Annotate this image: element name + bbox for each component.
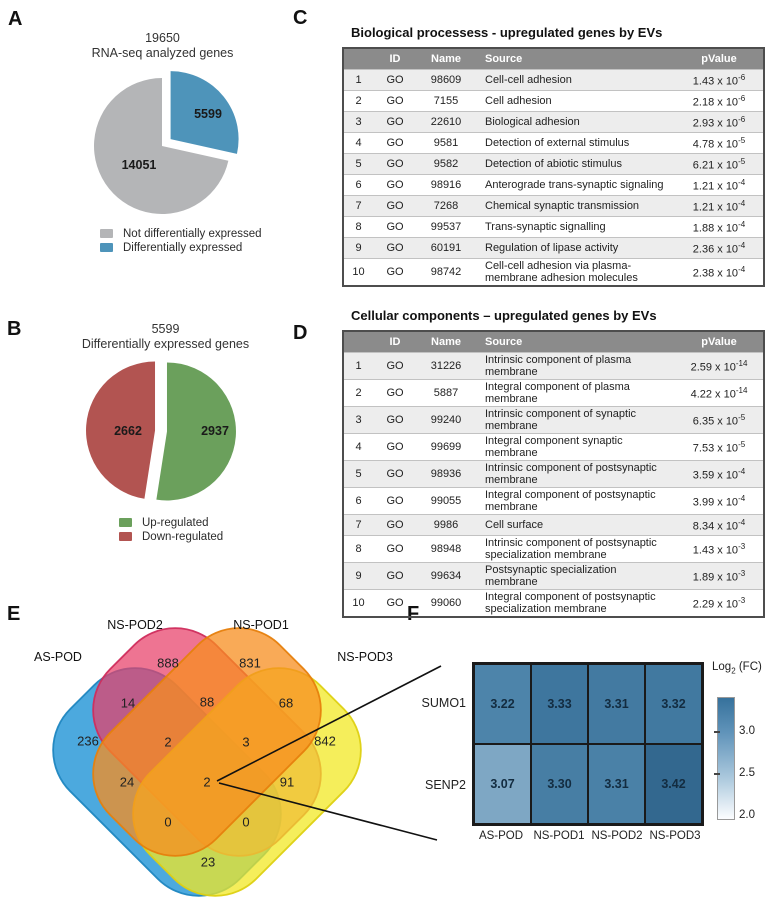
pie-charts-layer bbox=[0, 0, 320, 600]
table-cell: 4 bbox=[343, 434, 373, 461]
pvalue-cell: 4.78 x $10^{-5}$ bbox=[675, 133, 764, 154]
table-row bbox=[343, 133, 764, 154]
table-row bbox=[343, 91, 764, 112]
table-cell: 60191 bbox=[417, 238, 475, 259]
table-cell: GO bbox=[373, 407, 417, 434]
table-cell: 5 bbox=[343, 154, 373, 175]
table-cell: Detection of abiotic stimulus bbox=[475, 154, 675, 175]
table-cell: 99699 bbox=[417, 434, 475, 461]
table-cell: Cell surface bbox=[475, 515, 675, 536]
table-cell: 7268 bbox=[417, 196, 475, 217]
table-cell: Cell adhesion bbox=[475, 91, 675, 112]
table-cell: 1 bbox=[343, 353, 373, 380]
table-cell: GO bbox=[373, 434, 417, 461]
table-row bbox=[343, 563, 764, 590]
table-row bbox=[343, 461, 764, 488]
table-row bbox=[343, 434, 764, 461]
table-cell: Trans-synaptic signalling bbox=[475, 217, 675, 238]
pvalue-cell: 2.29 x $10^{-3}$ bbox=[675, 590, 764, 618]
venn-region-count: 91 bbox=[279, 774, 295, 790]
table-cell: 7155 bbox=[417, 91, 475, 112]
table-row bbox=[343, 407, 764, 434]
table-cell: 98742 bbox=[417, 259, 475, 287]
panel-label-d: D bbox=[293, 322, 308, 344]
table-row bbox=[343, 380, 764, 407]
table-cell: GO bbox=[373, 515, 417, 536]
colorbar-tick-label: 3.0 bbox=[739, 725, 755, 737]
table-cell: 98936 bbox=[417, 461, 475, 488]
panel-label-f: F bbox=[407, 603, 420, 625]
table-cell: GO bbox=[373, 563, 417, 590]
pie-value-label: 5599 bbox=[194, 107, 222, 121]
legend-swatch bbox=[119, 518, 132, 527]
table-cell: Detection of external stimulus bbox=[475, 133, 675, 154]
table-row bbox=[343, 217, 764, 238]
pie-a-legend bbox=[100, 227, 262, 255]
column-header: ID bbox=[373, 48, 417, 70]
table-cell: 8 bbox=[343, 217, 373, 238]
table-cell: Cell-cell adhesion via plasma-membrane adhesion molecules bbox=[475, 259, 675, 287]
table-row bbox=[343, 488, 764, 515]
table-cell: 4 bbox=[343, 133, 373, 154]
pie-a-title-line1: 19650 bbox=[145, 31, 180, 45]
table-cell: GO bbox=[373, 536, 417, 563]
pvalue-cell: 8.34 x $10^{-4}$ bbox=[675, 515, 764, 536]
table-cell: Intrinsic component of postsynaptic specialization membrane bbox=[475, 536, 675, 563]
column-header: ID bbox=[373, 331, 417, 353]
legend-label: Up-regulated bbox=[142, 516, 209, 529]
panel-label-a: A bbox=[8, 8, 23, 30]
table-cell: 5887 bbox=[417, 380, 475, 407]
column-header: Source bbox=[475, 48, 675, 70]
heatmap-colorbar bbox=[717, 697, 735, 820]
table-cell: GO bbox=[373, 175, 417, 196]
table-row bbox=[343, 238, 764, 259]
legend-row bbox=[100, 241, 262, 254]
table-row bbox=[343, 112, 764, 133]
legend-row bbox=[100, 227, 262, 240]
table-cell: GO bbox=[373, 238, 417, 259]
panel-label-b: B bbox=[7, 318, 22, 340]
pie-b-title-line2: Differentially expressed genes bbox=[81, 336, 250, 351]
table-cell: Biological adhesion bbox=[475, 112, 675, 133]
pvalue-cell: 2.59 x $10^{-14}$ bbox=[675, 353, 764, 380]
heatmap-cell-senp2-ns-pod3: 3.42 bbox=[645, 744, 702, 824]
table-cell: Cell-cell adhesion bbox=[475, 70, 675, 91]
pie-value-label: 2662 bbox=[114, 424, 142, 438]
venn-set-label: NS-POD3 bbox=[337, 650, 393, 664]
table-cell: GO bbox=[373, 196, 417, 217]
table-cell: 99055 bbox=[417, 488, 475, 515]
pie-b-title-line1: 5599 bbox=[151, 322, 180, 336]
table-cell: GO bbox=[373, 154, 417, 175]
venn-set-label: NS-POD2 bbox=[107, 618, 163, 632]
table-cell: GO bbox=[373, 380, 417, 407]
pie-slice-up-regulated bbox=[156, 362, 236, 500]
legend-swatch bbox=[100, 243, 113, 252]
table-cell: 6 bbox=[343, 175, 373, 196]
table-cell: GO bbox=[373, 91, 417, 112]
pvalue-cell: 2.93 x $10^{-6}$ bbox=[675, 112, 764, 133]
colorbar-tick-label: 2.0 bbox=[739, 809, 755, 821]
panel-label-e: E bbox=[7, 603, 21, 625]
table-cell: GO bbox=[373, 133, 417, 154]
table-cell: 98948 bbox=[417, 536, 475, 563]
go-table-biological-processes bbox=[342, 47, 765, 287]
table-cell: 9582 bbox=[417, 154, 475, 175]
pie-b-legend bbox=[119, 516, 223, 544]
heatmap-cell-senp2-ns-pod2: 3.31 bbox=[588, 744, 645, 824]
venn-region-count: 88 bbox=[199, 694, 215, 710]
table-cell: Integral component synaptic membrane bbox=[475, 434, 675, 461]
colorbar-tick-mark bbox=[714, 773, 720, 775]
table-cell: 6 bbox=[343, 488, 373, 515]
pvalue-cell: 1.43 x $10^{-6}$ bbox=[675, 70, 764, 91]
heatmap-col-label-ns-pod3: NS-POD3 bbox=[649, 830, 701, 842]
table-cell: Intrinsic component of plasma membrane bbox=[475, 353, 675, 380]
pvalue-cell: 7.53 x $10^{-5}$ bbox=[675, 434, 764, 461]
column-header: Source bbox=[475, 331, 675, 353]
table-row bbox=[343, 154, 764, 175]
table-cell: Integral component of postsynaptic specialization membrane bbox=[475, 590, 675, 618]
pvalue-cell: 6.35 x $10^{-5}$ bbox=[675, 407, 764, 434]
pvalue-cell: 1.89 x $10^{-3}$ bbox=[675, 563, 764, 590]
venn-region-count: 236 bbox=[77, 733, 99, 749]
venn-region-count: 888 bbox=[157, 655, 179, 671]
column-header: pValue bbox=[675, 331, 764, 353]
table-cell: 99060 bbox=[417, 590, 475, 618]
table-cell: 98916 bbox=[417, 175, 475, 196]
table-cell: 10 bbox=[343, 590, 373, 618]
heatmap-row-label-sumo1: SUMO1 bbox=[421, 696, 466, 710]
venn-region-count: 842 bbox=[314, 733, 336, 749]
pvalue-cell: 1.88 x $10^{-4}$ bbox=[675, 217, 764, 238]
table-cell: 1 bbox=[343, 70, 373, 91]
table-row bbox=[343, 515, 764, 536]
heatmap-row-label-senp2: SENP2 bbox=[425, 778, 466, 792]
pvalue-cell: 2.18 x $10^{-6}$ bbox=[675, 91, 764, 112]
legend-label: Down-regulated bbox=[142, 530, 224, 543]
colorbar-tick-mark bbox=[714, 731, 720, 733]
table-cell: Anterograde trans-synaptic signaling bbox=[475, 175, 675, 196]
venn-region-count: 14 bbox=[120, 695, 136, 711]
column-header: pValue bbox=[675, 48, 764, 70]
go-table-cellular-components bbox=[342, 330, 765, 618]
venn-region-count: 24 bbox=[119, 774, 135, 790]
table-cell: 99634 bbox=[417, 563, 475, 590]
legend-label: Not differentially expressed bbox=[123, 227, 262, 240]
table-cell: 9 bbox=[343, 563, 373, 590]
venn-region-count: 2 bbox=[164, 734, 172, 750]
table-cell: 9581 bbox=[417, 133, 475, 154]
table-d-title: Cellular components – upregulated genes by EVs bbox=[351, 308, 657, 323]
pie-slice-differentially-expressed bbox=[171, 71, 239, 154]
pvalue-cell: 1.21 x $10^{-4}$ bbox=[675, 175, 764, 196]
table-cell: 7 bbox=[343, 196, 373, 217]
table-cell: 98609 bbox=[417, 70, 475, 91]
column-header bbox=[343, 331, 373, 353]
heatmap-cell-senp2-ns-pod1: 3.30 bbox=[531, 744, 588, 824]
column-header: Name bbox=[417, 48, 475, 70]
table-cell: Intrinsic component of synaptic membrane bbox=[475, 407, 675, 434]
table-cell: GO bbox=[373, 461, 417, 488]
table-c-title: Biological processess - upregulated genes by EVs bbox=[351, 25, 663, 40]
legend-row bbox=[119, 516, 223, 529]
column-header bbox=[343, 48, 373, 70]
heatmap-col-label-ns-pod1: NS-POD1 bbox=[533, 830, 585, 842]
pvalue-cell: 2.38 x $10^{-4}$ bbox=[675, 259, 764, 287]
venn-set-ns-pod1 bbox=[69, 604, 345, 880]
heatmap-cell-sumo1-ns-pod1: 3.33 bbox=[531, 664, 588, 744]
table-row bbox=[343, 175, 764, 196]
table-cell: GO bbox=[373, 70, 417, 91]
table-cell: 99537 bbox=[417, 217, 475, 238]
table-cell: 9 bbox=[343, 238, 373, 259]
legend-swatch bbox=[100, 229, 113, 238]
pie-slice-down-regulated bbox=[86, 362, 155, 499]
table-row bbox=[343, 536, 764, 563]
pie-a-title-line2: RNA-seq analyzed genes bbox=[91, 45, 234, 60]
heatmap-col-label-ns-pod2: NS-POD2 bbox=[591, 830, 643, 842]
table-cell: GO bbox=[373, 217, 417, 238]
colorbar-label: Log$_2$ (FC) bbox=[712, 661, 762, 676]
table-cell: 99240 bbox=[417, 407, 475, 434]
legend-row bbox=[119, 530, 223, 543]
colorbar-tick-label: 2.5 bbox=[739, 767, 755, 779]
table-cell: 2 bbox=[343, 380, 373, 407]
table-row bbox=[343, 196, 764, 217]
table-cell: 9986 bbox=[417, 515, 475, 536]
table-cell: 2 bbox=[343, 91, 373, 112]
table-cell: GO bbox=[373, 488, 417, 515]
table-cell: Chemical synaptic transmission bbox=[475, 196, 675, 217]
table-cell: Integral component of plasma membrane bbox=[475, 380, 675, 407]
table-cell: 8 bbox=[343, 536, 373, 563]
panel-label-c: C bbox=[293, 7, 308, 29]
venn-region-count: 831 bbox=[239, 655, 261, 671]
table-cell: 5 bbox=[343, 461, 373, 488]
table-cell: Postsynaptic specialization membrane bbox=[475, 563, 675, 590]
venn-set-label: NS-POD1 bbox=[233, 618, 289, 632]
column-header: Name bbox=[417, 331, 475, 353]
pie-value-label: 2937 bbox=[201, 424, 229, 438]
table-cell: Intrinsic component of postsynaptic membrane bbox=[475, 461, 675, 488]
table-row bbox=[343, 70, 764, 91]
table-cell: GO bbox=[373, 590, 417, 618]
heatmap-cell-sumo1-ns-pod3: 3.32 bbox=[645, 664, 702, 744]
table-cell: 31226 bbox=[417, 353, 475, 380]
heatmap-cell-sumo1-ns-pod2: 3.31 bbox=[588, 664, 645, 744]
table-cell: 10 bbox=[343, 259, 373, 287]
pvalue-cell: 3.59 x $10^{-4}$ bbox=[675, 461, 764, 488]
table-cell: GO bbox=[373, 259, 417, 287]
pvalue-cell: 3.99 x $10^{-4}$ bbox=[675, 488, 764, 515]
table-cell: Integral component of postsynaptic membrane bbox=[475, 488, 675, 515]
heatmap-col-label-as-pod: AS-POD bbox=[478, 830, 524, 842]
venn-region-count: 68 bbox=[278, 695, 294, 711]
pvalue-cell: 6.21 x $10^{-5}$ bbox=[675, 154, 764, 175]
venn-region-count: 3 bbox=[242, 734, 250, 750]
table-cell: GO bbox=[373, 353, 417, 380]
pvalue-cell: 2.36 x $10^{-4}$ bbox=[675, 238, 764, 259]
table-row bbox=[343, 353, 764, 380]
pvalue-cell: 1.43 x $10^{-3}$ bbox=[675, 536, 764, 563]
venn-set-label: AS-POD bbox=[34, 650, 82, 664]
table-cell: 7 bbox=[343, 515, 373, 536]
heatmap-cell-senp2-as-pod: 3.07 bbox=[474, 744, 531, 824]
heatmap-cell-sumo1-as-pod: 3.22 bbox=[474, 664, 531, 744]
venn-region-count: 0 bbox=[164, 814, 172, 830]
venn-region-count: 0 bbox=[242, 814, 250, 830]
table-cell: 3 bbox=[343, 112, 373, 133]
venn-region-count: 2 bbox=[203, 774, 211, 790]
table-cell: Regulation of lipase activity bbox=[475, 238, 675, 259]
table-row bbox=[343, 259, 764, 287]
heatmap-grid bbox=[472, 662, 704, 826]
legend-label: Differentially expressed bbox=[123, 241, 243, 254]
legend-swatch bbox=[119, 532, 132, 541]
table-cell: 22610 bbox=[417, 112, 475, 133]
pvalue-cell: 1.21 x $10^{-4}$ bbox=[675, 196, 764, 217]
pvalue-cell: 4.22 x $10^{-14}$ bbox=[675, 380, 764, 407]
table-cell: GO bbox=[373, 112, 417, 133]
venn-region-count: 23 bbox=[200, 854, 216, 870]
table-cell: 3 bbox=[343, 407, 373, 434]
pie-value-label: 14051 bbox=[121, 158, 157, 172]
